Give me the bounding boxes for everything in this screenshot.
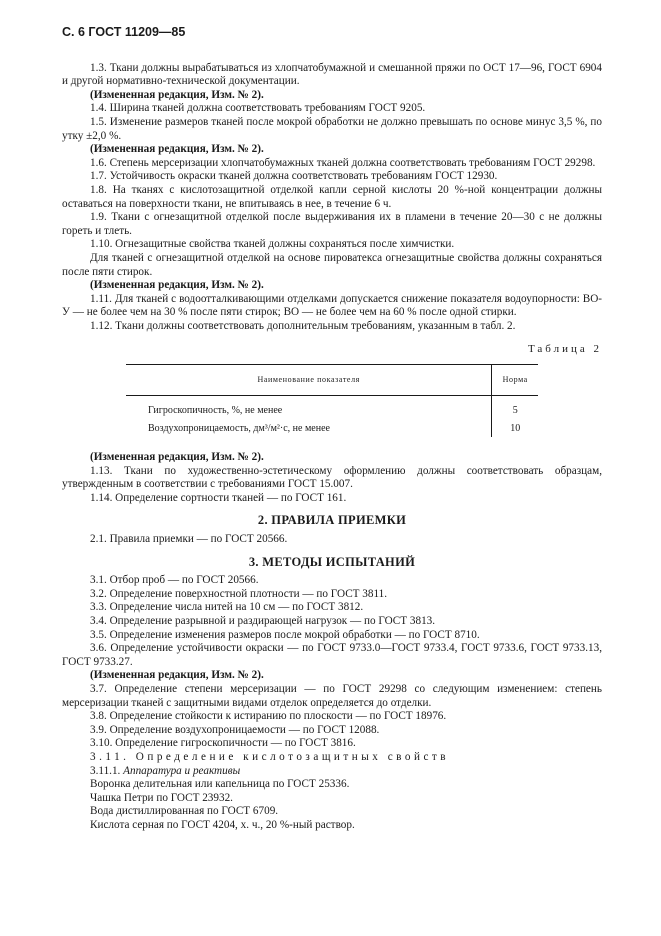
table-header-row bbox=[126, 365, 538, 396]
para-3-2: 3.2. Определение поверхностной плотности — по ГОСТ 3811. bbox=[90, 587, 388, 600]
amendment-note: (Измененная редакция, Изм. № 2). bbox=[90, 143, 264, 156]
list-item: Кислота серная по ГОСТ 4204, х. ч., 20 %-ный раствор. bbox=[90, 818, 355, 831]
section-title-acceptance: 2. ПРАВИЛА ПРИЕМКИ bbox=[257, 513, 407, 528]
para-3-3: 3.3. Определение числа нитей на 10 см — по ГОСТ 3812. bbox=[90, 601, 364, 614]
para-1-13: 1.13. Ткани по художественно-эстетическому оформлению должны соответствовать образцам, утвержденным в соответствии с требованиями ГОСТ 15.007. bbox=[62, 464, 602, 491]
para-1-12: 1.12. Ткани должны соответствовать дополнительным требованиям, указанным в табл. 2. bbox=[90, 319, 516, 332]
para-3-1: 3.1. Отбор проб — по ГОСТ 20566. bbox=[90, 574, 259, 587]
para-1-14: 1.14. Определение сортности тканей — по ГОСТ 161. bbox=[90, 491, 347, 504]
para-1-4: 1.4. Ширина тканей должна соответствовать требованиям ГОСТ 9205. bbox=[90, 102, 426, 115]
para-3-5: 3.5. Определение изменения размеров после мокрой обработки — по ГОСТ 8710. bbox=[90, 628, 480, 641]
table-cell-value: 10 bbox=[510, 423, 521, 435]
para-1-7: 1.7. Устойчивость окраски тканей должна соответствовать требованиям ГОСТ 12930. bbox=[90, 170, 498, 183]
list-item: Вода дистиллированная по ГОСТ 6709. bbox=[90, 805, 279, 818]
para-3-6: 3.6. Определение устойчивости окраски — по ГОСТ 9733.0—ГОСТ 9733.4, ГОСТ 9733.6, ГОСТ 9733.13, ГОСТ 9733.27. bbox=[62, 642, 602, 668]
list-item: Воронка делительная или капельница по ГОСТ 25336. bbox=[90, 778, 350, 791]
para-1-11: 1.11. Для тканей с водоотталкивающими отделками допускается снижение показателя водоупорности: ВО-У — не более чем на 30 % после пяти стирок; ВО — не более чем на 60 % после одной стирки. bbox=[62, 292, 602, 319]
table-cell-value: 5 bbox=[512, 405, 518, 417]
para-1-10: 1.10. Огнезащитные свойства тканей должны сохраняться после химчистки. bbox=[90, 238, 455, 251]
para-3-11-1 bbox=[62, 765, 602, 779]
amendment-note: (Измененная редакция, Изм. № 2). bbox=[90, 451, 264, 464]
table-cell-name: Воздухопроницаемость, дм³/м²·с, не менее bbox=[126, 419, 492, 437]
table-row bbox=[126, 419, 538, 437]
para-2-1: 2.1. Правила приемки — по ГОСТ 20566. bbox=[90, 533, 288, 546]
table-header-norm: Норма bbox=[492, 365, 538, 396]
amendment-note: (Измененная редакция, Изм. № 2). bbox=[90, 279, 264, 292]
para-3-7: 3.7. Определение степени мерсеризации — по ГОСТ 29298 со следующим изменением: степень мерсеризации тканей с защитными видами отделок определяется до отделки. bbox=[62, 682, 602, 709]
para-1-3: 1.3. Ткани должны вырабатываться из хлопчатобумажной и смешанной пряжи по ОСТ 17—96, ГОСТ 6904 и другой нормативно-технической документации. bbox=[62, 61, 602, 88]
para-1-5: 1.5. Изменение размеров тканей после мокрой обработки не должно превышать по основе минус 3,5 %, по утку ±2,0 %. bbox=[62, 115, 602, 142]
amendment-note: (Измененная редакция, Изм. № 2). bbox=[90, 669, 264, 682]
para-1-8: 1.8. На тканях с кислотозащитной отделкой капли серной кислоты 20 %-ной концентрации должны оставаться на поверхности ткани, не впитываясь в нее, в течение 6 ч. bbox=[62, 183, 602, 210]
table-caption: Таблица 2 bbox=[527, 343, 602, 356]
para-3-4: 3.4. Определение разрывной и раздирающей нагрузок — по ГОСТ 3813. bbox=[90, 615, 436, 627]
amendment-note: (Измененная редакция, Изм. № 2). bbox=[90, 88, 264, 101]
list-item: Чашка Петри по ГОСТ 23932. bbox=[90, 791, 233, 804]
para-3-10: 3.10. Определение гигроскопичности — по ГОСТ 3816. bbox=[90, 737, 356, 750]
para-1-6: 1.6. Степень мерсеризации хлопчатобумажных тканей должна соответствовать требованиям ГОСТ 29298. bbox=[90, 156, 596, 169]
requirements-table bbox=[126, 364, 538, 437]
para-3-8: 3.8. Определение стойкости к истиранию по плоскости — по ГОСТ 18976. bbox=[90, 710, 447, 723]
table-header-indicator: Наименование показателя bbox=[126, 365, 492, 396]
table-cell-name: Гигроскопичность, %, не менее bbox=[126, 401, 492, 419]
page-header: С. 6 ГОСТ 11209—85 bbox=[62, 25, 186, 39]
para-1-9: 1.9. Ткани с огнезащитной отделкой после выдерживания их в пламени в течение 20—30 с не должны гореть и тлеть. bbox=[62, 211, 602, 237]
para-3-11-1-title: Аппаратура и реактивы bbox=[123, 764, 241, 777]
para-3-11: 3.11. Определение кислотозащитных свойств bbox=[90, 750, 450, 763]
para-3-9: 3.9. Определение воздухопроницаемости — по ГОСТ 12088. bbox=[90, 723, 380, 736]
section-title-test-methods: 3. МЕТОДЫ ИСПЫТАНИЙ bbox=[248, 554, 416, 569]
para-1-10-continued: Для тканей с огнезащитной отделкой на основе пироватекса огнезащитные свойства должны сохраняться после пяти стирок. bbox=[62, 251, 602, 278]
table-row bbox=[126, 401, 538, 419]
document-page bbox=[62, 26, 602, 833]
para-3-11-1-number: 3.11.1. bbox=[90, 764, 121, 777]
